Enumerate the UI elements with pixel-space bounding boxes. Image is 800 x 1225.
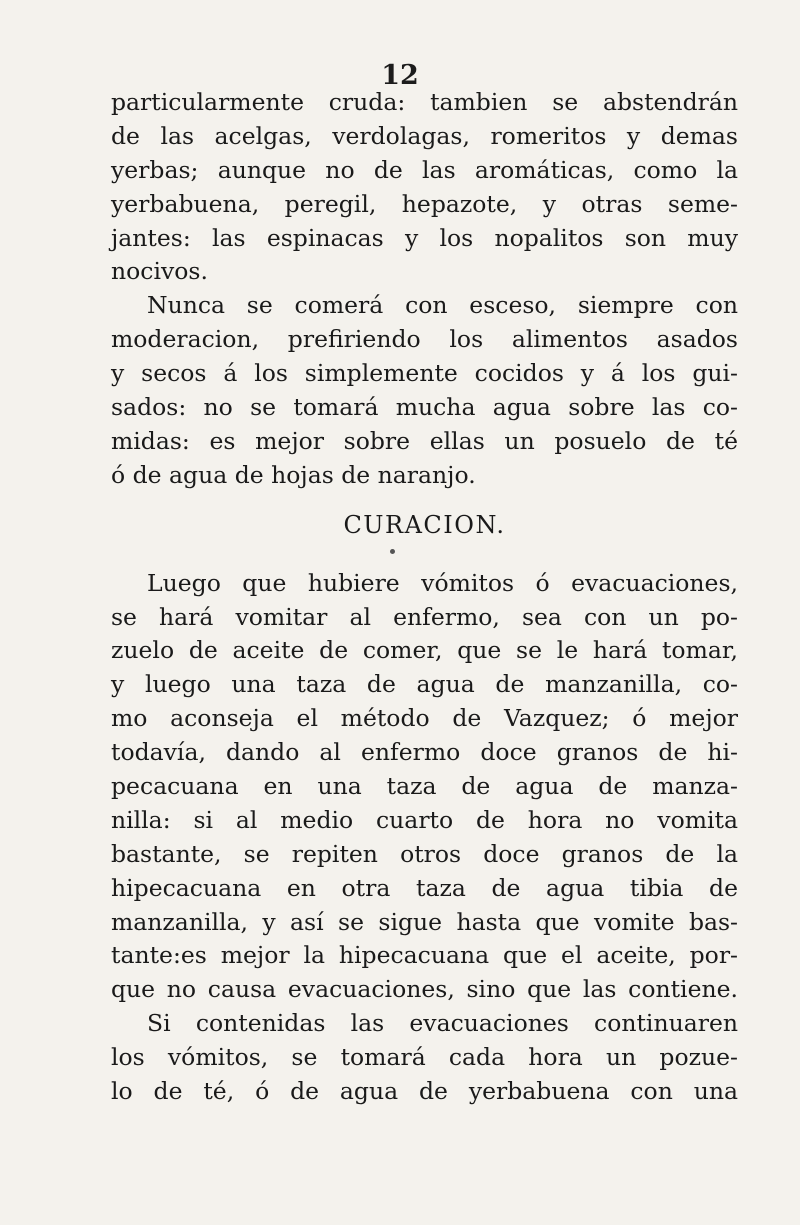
text-line: Nunca se comerá con esceso, siempre con (147, 291, 738, 320)
text-line: manzanilla, y así se sigue hasta que vomite bas- (111, 907, 738, 936)
paragraph (111, 86, 738, 289)
text-line: tante:es mejor la hipecacuana que el aceite, por- (111, 941, 738, 970)
paragraph (111, 1007, 738, 1109)
body-text (111, 86, 738, 1109)
section-heading: CURACION. (343, 510, 506, 539)
text-line: bastante, se repiten otros doce granos de la (111, 839, 738, 868)
text-line: pecacuana en una taza de agua de manza- (111, 772, 738, 801)
text-line: lo de té, ó de agua de yerbabuena con una (111, 1077, 738, 1106)
text-line: hipecacuana en otra taza de agua tibia de (111, 873, 738, 902)
text-line: y luego una taza de agua de manzanilla, co- (111, 670, 738, 699)
paragraph (111, 567, 738, 1008)
ornament-dot (390, 549, 395, 554)
text-line: los vómitos, se tomará cada hora un pozue- (111, 1043, 738, 1072)
text-line: nilla: si al medio cuarto de hora no vomita (111, 805, 738, 834)
text-line: particularmente cruda: tambien se abstendrán (111, 88, 738, 116)
text-line: se hará vomitar al enfermo, sea con un po- (111, 602, 738, 631)
text-line: yerbas; aunque no de las aromáticas, como la (111, 155, 738, 184)
page-number: 12 (381, 60, 419, 91)
text-line: yerbabuena, peregil, hepazote, y otras seme- (111, 189, 738, 218)
text-line: y secos á los simplemente cocidos y á los gui- (111, 359, 738, 388)
text-line: de las acelgas, verdolagas, romeritos y demas (111, 121, 738, 150)
text-line: todavía, dando al enfermo doce granos de hi- (111, 738, 738, 767)
paragraph (111, 289, 738, 492)
text-line: moderacion, prefiriendo los alimentos asados (111, 325, 738, 354)
text-line: sados: no se tomará mucha agua sobre las co- (111, 393, 738, 422)
text-line: midas: es mejor sobre ellas un posuelo de té (111, 426, 738, 455)
text-line: que no causa evacuaciones, sino que las contiene. (111, 975, 738, 1004)
text-line: ó de agua de hojas de naranjo. (111, 460, 476, 489)
text-line: Luego que hubiere vómitos ó evacuaciones, (147, 568, 738, 597)
text-line: nocivos. (111, 257, 208, 286)
text-line: jantes: las espinacas y los nopalitos son muy (111, 223, 738, 252)
text-line: Si contenidas las evacuaciones continuaren (147, 1009, 738, 1038)
text-line: zuelo de aceite de comer, que se le hará tomar, (111, 636, 738, 665)
text-line: mo aconseja el método de Vazquez; ó mejor (111, 704, 738, 733)
